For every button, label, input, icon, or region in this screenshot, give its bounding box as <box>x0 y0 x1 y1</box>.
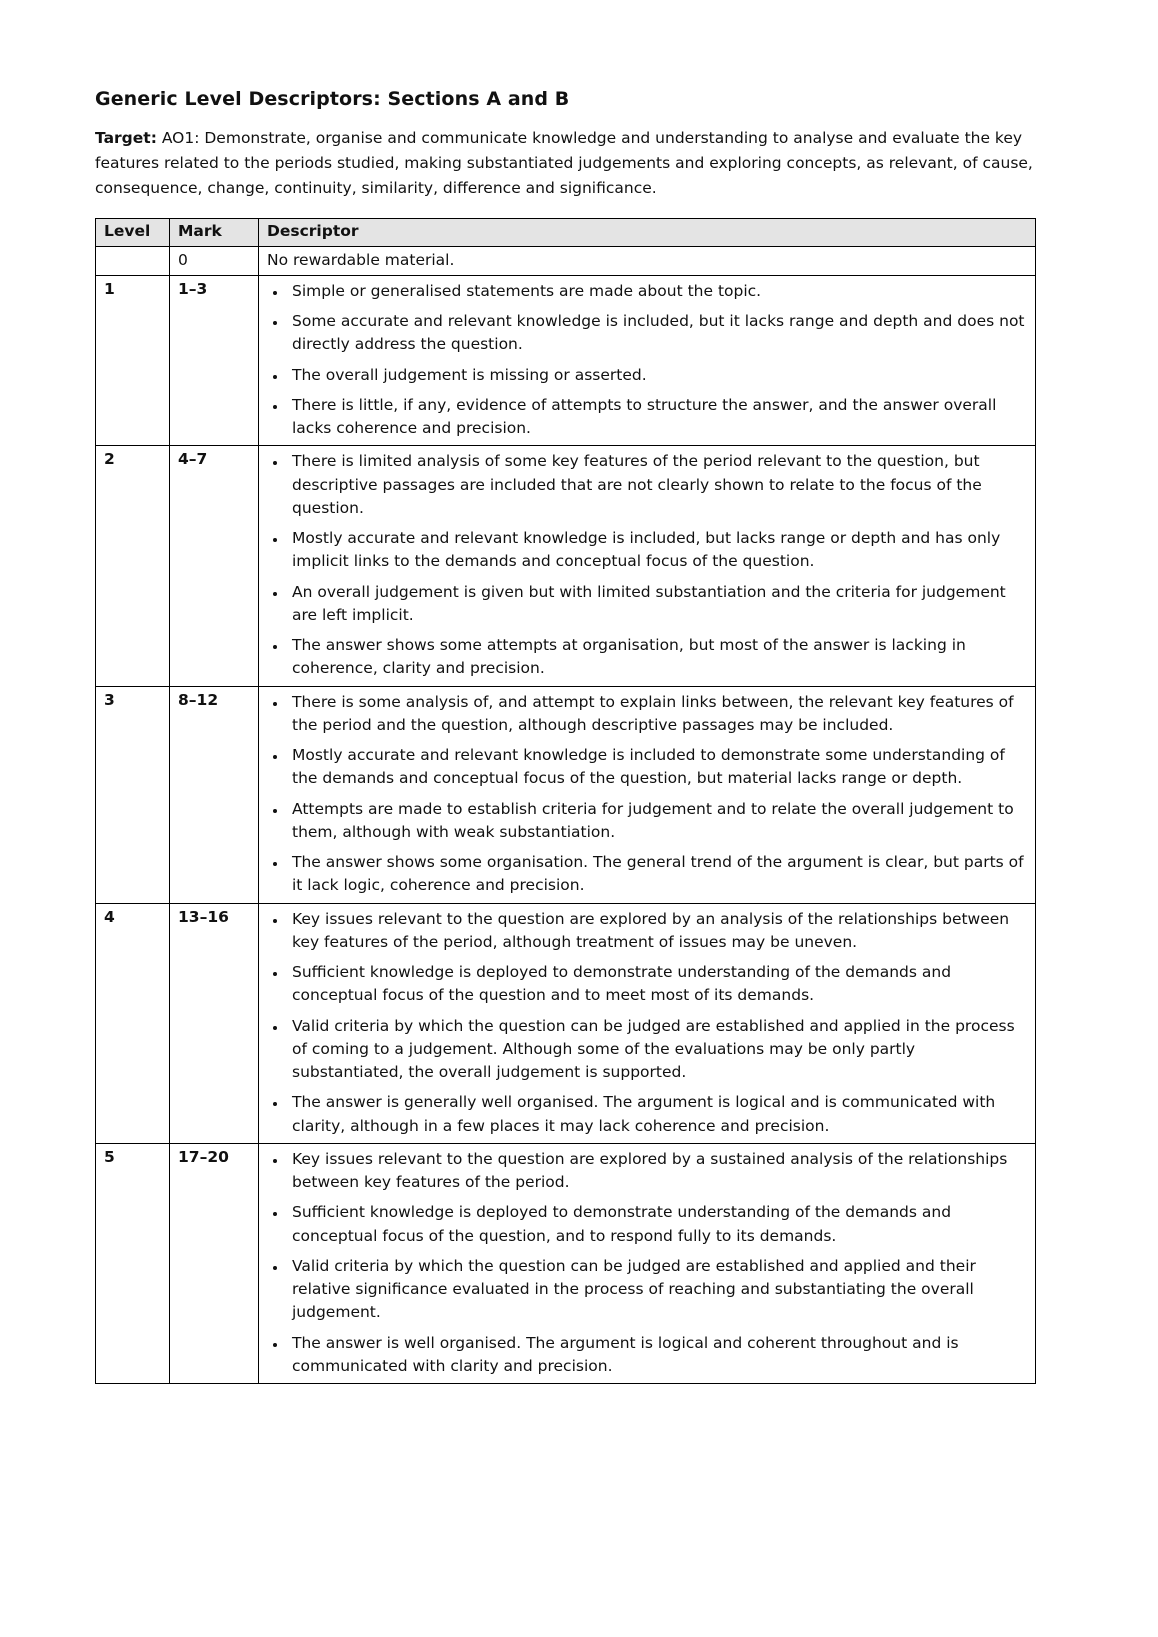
table-header-row <box>96 219 1036 246</box>
target-label: Target: <box>95 129 157 147</box>
table-row-level-0 <box>96 246 1036 275</box>
descriptor-bullet: • Some accurate and relevant knowledge is included, but it lacks range and depth and does not directly address the question. <box>287 310 1027 357</box>
descriptor-cell <box>259 903 1036 1143</box>
descriptor-bullet: • The answer is generally well organised. The argument is logical and is communicated with clarity, although in a few places it may lack coherence and precision. <box>287 1091 1027 1138</box>
level-descriptor-table <box>95 218 1036 1384</box>
table-row-level-2 <box>96 446 1036 686</box>
mark-cell: 1–3 <box>170 275 259 446</box>
descriptor-bullet: • Key issues relevant to the question are explored by an analysis of the relationships between key features of the period, although treatment of issues may be uneven. <box>287 908 1027 955</box>
descriptor-bullet: • The answer is well organised. The argument is logical and coherent throughout and is communicated with clarity and precision. <box>287 1332 1027 1379</box>
descriptor-bullet-list <box>267 450 1027 680</box>
descriptor-bullet: • Mostly accurate and relevant knowledge is included, but lacks range or depth and has only implicit links to the demands and conceptual focus of the question. <box>287 527 1027 574</box>
table-row-level-1 <box>96 275 1036 446</box>
page-title: Generic Level Descriptors: Sections A and B <box>95 88 570 110</box>
descriptor-cell <box>259 275 1036 446</box>
level-cell: 5 <box>96 1143 170 1383</box>
mark-cell: 0 <box>170 246 259 275</box>
descriptor-cell <box>259 1143 1036 1383</box>
descriptor-bullet-list <box>267 691 1027 898</box>
header-level: Level <box>96 219 170 246</box>
descriptor-bullet: • Sufficient knowledge is deployed to demonstrate understanding of the demands and conceptual focus of the question and to meet most of its demands. <box>287 961 1027 1008</box>
target-text: AO1: Demonstrate, organise and communicate knowledge and understanding to analyse and evaluate the key features related to the periods studied, making substantiated judgements and exploring concepts, as relevant, of cause, consequence, change, continuity, similarity, difference and significance. <box>95 129 1033 198</box>
table-row-level-5 <box>96 1143 1036 1383</box>
descriptor-bullet: • There is some analysis of, and attempt to explain links between, the relevant key features of the period and the question, although descriptive passages may be included. <box>287 691 1027 738</box>
descriptor-bullet: • Key issues relevant to the question are explored by a sustained analysis of the relationships between key features of the period. <box>287 1148 1027 1195</box>
descriptor-bullet-list <box>267 280 1027 441</box>
descriptor-bullet-list <box>267 908 1027 1138</box>
descriptor-bullet: • Simple or generalised statements are made about the topic. <box>287 280 1027 303</box>
descriptor-bullet: • The answer shows some organisation. The general trend of the argument is clear, but parts of it lack logic, coherence and precision. <box>287 851 1027 898</box>
level-cell <box>96 246 170 275</box>
level-cell: 2 <box>96 446 170 686</box>
descriptor-bullet: • Attempts are made to establish criteria for judgement and to relate the overall judgement to them, although with weak substantiation. <box>287 798 1027 845</box>
descriptor-bullet: • There is little, if any, evidence of attempts to structure the answer, and the answer overall lacks coherence and precision. <box>287 394 1027 441</box>
descriptor-cell: No rewardable material. <box>259 246 1036 275</box>
descriptor-cell <box>259 686 1036 903</box>
table-row-level-4 <box>96 903 1036 1143</box>
descriptor-bullet: • An overall judgement is given but with limited substantiation and the criteria for judgement are left implicit. <box>287 581 1027 628</box>
descriptor-bullet: • Valid criteria by which the question can be judged are established and applied in the process of coming to a judgement. Although some of the evaluations may be only partly substantiated, the overall judgement is supported. <box>287 1015 1027 1085</box>
descriptor-bullet: • Sufficient knowledge is deployed to demonstrate understanding of the demands and conceptual focus of the question, and to respond fully to its demands. <box>287 1201 1027 1248</box>
header-mark: Mark <box>170 219 259 246</box>
descriptor-cell <box>259 446 1036 686</box>
level-cell: 3 <box>96 686 170 903</box>
descriptor-bullet: • Valid criteria by which the question can be judged are established and applied and their relative significance evaluated in the process of reaching and substantiating the overall judgement. <box>287 1255 1027 1325</box>
level-cell: 1 <box>96 275 170 446</box>
mark-cell: 4–7 <box>170 446 259 686</box>
descriptor-bullet: • The answer shows some attempts at organisation, but most of the answer is lacking in coherence, clarity and precision. <box>287 634 1027 681</box>
level-cell: 4 <box>96 903 170 1143</box>
descriptor-bullet: • There is limited analysis of some key features of the period relevant to the question, but descriptive passages are included that are not clearly shown to relate to the focus of the question. <box>287 450 1027 520</box>
table-row-level-3 <box>96 686 1036 903</box>
descriptor-bullet: • The overall judgement is missing or asserted. <box>287 364 1027 387</box>
header-descriptor: Descriptor <box>259 219 1036 246</box>
descriptor-bullet: • Mostly accurate and relevant knowledge is included to demonstrate some understanding of the demands and conceptual focus of the question, but material lacks range or depth. <box>287 744 1027 791</box>
mark-cell: 8–12 <box>170 686 259 903</box>
descriptor-bullet-list <box>267 1148 1027 1378</box>
mark-cell: 13–16 <box>170 903 259 1143</box>
target-paragraph <box>95 126 1036 201</box>
mark-cell: 17–20 <box>170 1143 259 1383</box>
